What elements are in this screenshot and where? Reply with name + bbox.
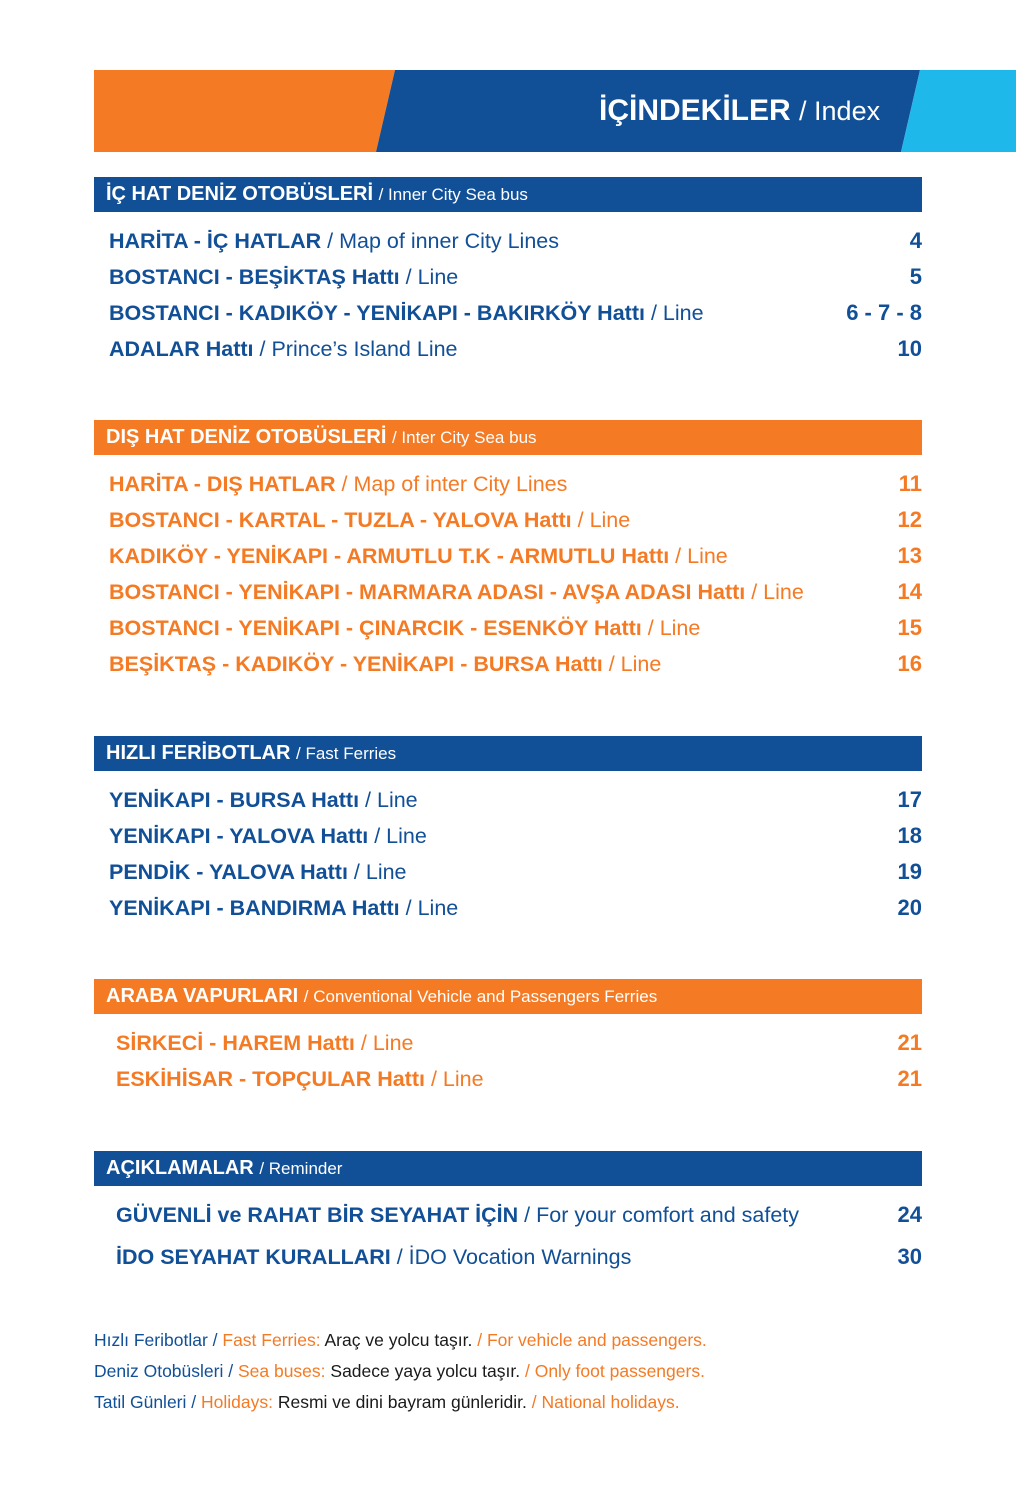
section-title: AÇIKLAMALAR bbox=[106, 1157, 254, 1179]
index-page-number: 17 bbox=[897, 787, 922, 812]
section-header bbox=[94, 1151, 922, 1186]
section-vehicle-ferries bbox=[94, 979, 922, 1097]
index-label bbox=[109, 544, 728, 569]
index-label bbox=[116, 1203, 799, 1228]
page-title bbox=[599, 70, 880, 152]
section-subtitle: / Inter City Sea bus bbox=[391, 428, 537, 447]
index-page-number: 6 - 7 - 8 bbox=[846, 300, 922, 325]
index-page-number: 10 bbox=[897, 336, 922, 361]
page-title-main: İÇİNDEKİLER bbox=[599, 94, 791, 127]
index-list bbox=[94, 782, 922, 926]
note-term-en: Fast Ferries: bbox=[222, 1330, 321, 1350]
section-title: ARABA VAPURLARI bbox=[106, 985, 299, 1007]
page-number: 3 bbox=[1023, 98, 1035, 123]
index-row[interactable] bbox=[94, 1025, 922, 1061]
index-page-number: 5 bbox=[909, 264, 922, 289]
section-subtitle: / Fast Ferries bbox=[296, 744, 397, 763]
index-label bbox=[109, 265, 458, 290]
index-label-sub: / Line bbox=[608, 651, 662, 676]
index-row[interactable] bbox=[94, 331, 922, 367]
section-subtitle: / Inner City Sea bus bbox=[378, 185, 528, 204]
section-header bbox=[94, 177, 922, 212]
index-label-bold: GÜVENLİ ve RAHAT BİR SEYAHAT İÇİN bbox=[116, 1202, 519, 1227]
index-label bbox=[109, 229, 559, 254]
index-label-sub: / Line bbox=[353, 859, 407, 884]
index-list bbox=[94, 1025, 922, 1097]
section-title: DIŞ HAT DENİZ OTOBÜSLERİ bbox=[106, 426, 387, 448]
index-label-bold: BEŞİKTAŞ - KADIKÖY - YENİKAPI - BURSA Hattı bbox=[109, 651, 603, 676]
index-row[interactable] bbox=[94, 854, 922, 890]
index-label bbox=[109, 788, 418, 813]
index-label-bold: BOSTANCI - YENİKAPI - ÇINARCIK - ESENKÖY Hattı bbox=[109, 615, 642, 640]
index-row[interactable] bbox=[94, 502, 922, 538]
index-label-bold: PENDİK - YALOVA Hattı bbox=[109, 859, 348, 884]
index-page-number: 4 bbox=[909, 228, 922, 253]
index-label bbox=[109, 896, 458, 921]
index-label-sub: / Line bbox=[647, 615, 701, 640]
note-term-tr: Hızlı Feribotlar / bbox=[94, 1330, 218, 1350]
section-header bbox=[94, 736, 922, 771]
index-label bbox=[109, 337, 458, 362]
note-desc-tr: Resmi ve dini bayram günleridir. bbox=[277, 1392, 527, 1412]
index-label bbox=[109, 616, 700, 641]
note-line bbox=[94, 1356, 707, 1387]
header-banner bbox=[94, 70, 1035, 152]
note-desc-en: / For vehicle and passengers. bbox=[477, 1330, 707, 1350]
note-line bbox=[94, 1387, 707, 1418]
index-row[interactable] bbox=[94, 782, 922, 818]
index-label-bold: YENİKAPI - BANDIRMA Hattı bbox=[109, 895, 400, 920]
index-label bbox=[109, 652, 661, 677]
index-label-bold: İDO SEYAHAT KURALLARI bbox=[116, 1244, 391, 1269]
index-row[interactable] bbox=[94, 1194, 922, 1236]
index-label-sub: / Map of inner City Lines bbox=[327, 228, 560, 253]
index-label bbox=[109, 301, 704, 326]
index-page-number: 14 bbox=[897, 579, 922, 604]
note-term-tr: Deniz Otobüsleri / bbox=[94, 1361, 234, 1381]
index-row[interactable] bbox=[94, 466, 922, 502]
note-desc-en: / National holidays. bbox=[531, 1392, 680, 1412]
index-label bbox=[116, 1067, 484, 1092]
index-row[interactable] bbox=[94, 538, 922, 574]
index-page-number: 30 bbox=[897, 1244, 922, 1269]
section-inner-city-sea-bus bbox=[94, 177, 922, 367]
index-page-number: 11 bbox=[898, 471, 922, 496]
index-label-sub: / Line bbox=[405, 264, 459, 289]
index-page-number: 24 bbox=[897, 1202, 922, 1227]
index-page-number: 15 bbox=[897, 615, 922, 640]
index-row[interactable] bbox=[94, 259, 922, 295]
index-page-number: 18 bbox=[897, 823, 922, 848]
note-term-en: Holidays: bbox=[201, 1392, 273, 1412]
index-row[interactable] bbox=[94, 223, 922, 259]
index-label-bold: KADIKÖY - YENİKAPI - ARMUTLU T.K - ARMUTLU Hattı bbox=[109, 543, 670, 568]
index-label-bold: BOSTANCI - KADIKÖY - YENİKAPI - BAKIRKÖY Hattı bbox=[109, 300, 645, 325]
index-label-bold: ADALAR Hattı bbox=[109, 336, 254, 361]
index-page-number: 12 bbox=[897, 507, 922, 532]
page-title-sub: / Index bbox=[799, 96, 881, 126]
index-row[interactable] bbox=[94, 1236, 922, 1278]
index-label bbox=[109, 824, 427, 849]
index-row[interactable] bbox=[94, 818, 922, 854]
section-inter-city-sea-bus bbox=[94, 420, 922, 682]
note-desc-tr: Sadece yaya yolcu taşır. bbox=[330, 1361, 521, 1381]
index-list bbox=[94, 223, 922, 367]
index-page-number: 20 bbox=[897, 895, 922, 920]
index-label bbox=[109, 860, 407, 885]
index-label-sub: / Line bbox=[405, 895, 459, 920]
note-desc-en: / Only foot passengers. bbox=[524, 1361, 705, 1381]
index-label-sub: / Line bbox=[374, 823, 427, 848]
index-label-bold: YENİKAPI - BURSA Hattı bbox=[109, 787, 360, 812]
index-label-sub: / Line bbox=[650, 300, 704, 325]
section-subtitle: / Reminder bbox=[259, 1159, 343, 1178]
index-label bbox=[109, 508, 630, 533]
index-label-bold: YENİKAPI - YALOVA Hattı bbox=[109, 823, 369, 848]
index-label bbox=[116, 1031, 414, 1056]
index-page-number: 21 bbox=[897, 1066, 922, 1091]
index-label-bold: HARİTA - İÇ HATLAR bbox=[109, 228, 322, 253]
index-list bbox=[94, 466, 922, 682]
index-page-number: 19 bbox=[897, 859, 922, 884]
index-row[interactable] bbox=[94, 610, 922, 646]
section-subtitle: / Conventional Vehicle and Passengers Ferries bbox=[303, 987, 658, 1006]
index-page-number: 16 bbox=[897, 651, 922, 676]
index-label-sub: / İDO Vocation Warnings bbox=[396, 1244, 632, 1269]
index-label-sub: / Line bbox=[577, 507, 631, 532]
note-line bbox=[94, 1325, 707, 1356]
index-label bbox=[116, 1245, 631, 1270]
note-desc-tr: Araç ve yolcu taşır. bbox=[324, 1330, 473, 1350]
index-label bbox=[109, 472, 567, 497]
section-header bbox=[94, 420, 922, 455]
index-label-bold: SİRKECİ - HAREM Hattı bbox=[116, 1030, 355, 1055]
index-label-sub: / Line bbox=[751, 579, 804, 604]
index-label-sub: / Line bbox=[360, 1030, 414, 1055]
index-label-bold: HARİTA - DIŞ HATLAR bbox=[109, 471, 336, 496]
index-row[interactable] bbox=[94, 646, 922, 682]
index-label-bold: BOSTANCI - YENİKAPI - MARMARA ADASI - AVŞA ADASI Hattı bbox=[109, 579, 746, 604]
index-list bbox=[94, 1194, 922, 1278]
index-page-number: 13 bbox=[897, 543, 922, 568]
section-title: İÇ HAT DENİZ OTOBÜSLERİ bbox=[106, 183, 374, 205]
index-label-sub: / Map of inter City Lines bbox=[341, 471, 568, 496]
index-label-sub: / For your comfort and safety bbox=[524, 1202, 800, 1227]
index-label-sub: / Line bbox=[675, 543, 728, 568]
index-label-bold: BOSTANCI - KARTAL - TUZLA - YALOVA Hattı bbox=[109, 507, 572, 532]
index-label-sub: / Line bbox=[365, 787, 418, 812]
index-label-sub: / Line bbox=[430, 1066, 484, 1091]
note-term-en: Sea buses: bbox=[237, 1361, 326, 1381]
index-label-sub: / Prince’s Island Line bbox=[259, 336, 458, 361]
index-page-number: 21 bbox=[897, 1030, 922, 1055]
index-row[interactable] bbox=[94, 1061, 922, 1097]
section-reminder bbox=[94, 1151, 922, 1278]
legend-notes bbox=[94, 1325, 707, 1418]
index-row[interactable] bbox=[94, 890, 922, 926]
section-header bbox=[94, 979, 922, 1014]
note-term-tr: Tatil Günleri / bbox=[94, 1392, 197, 1412]
section-fast-ferries bbox=[94, 736, 922, 926]
index-row[interactable] bbox=[94, 295, 922, 331]
index-label-bold: BOSTANCI - BEŞİKTAŞ Hattı bbox=[109, 264, 400, 289]
index-label bbox=[109, 580, 804, 605]
index-row[interactable] bbox=[94, 574, 922, 610]
section-title: HIZLI FERİBOTLAR bbox=[106, 742, 291, 764]
index-label-bold: ESKİHİSAR - TOPÇULAR Hattı bbox=[116, 1066, 425, 1091]
